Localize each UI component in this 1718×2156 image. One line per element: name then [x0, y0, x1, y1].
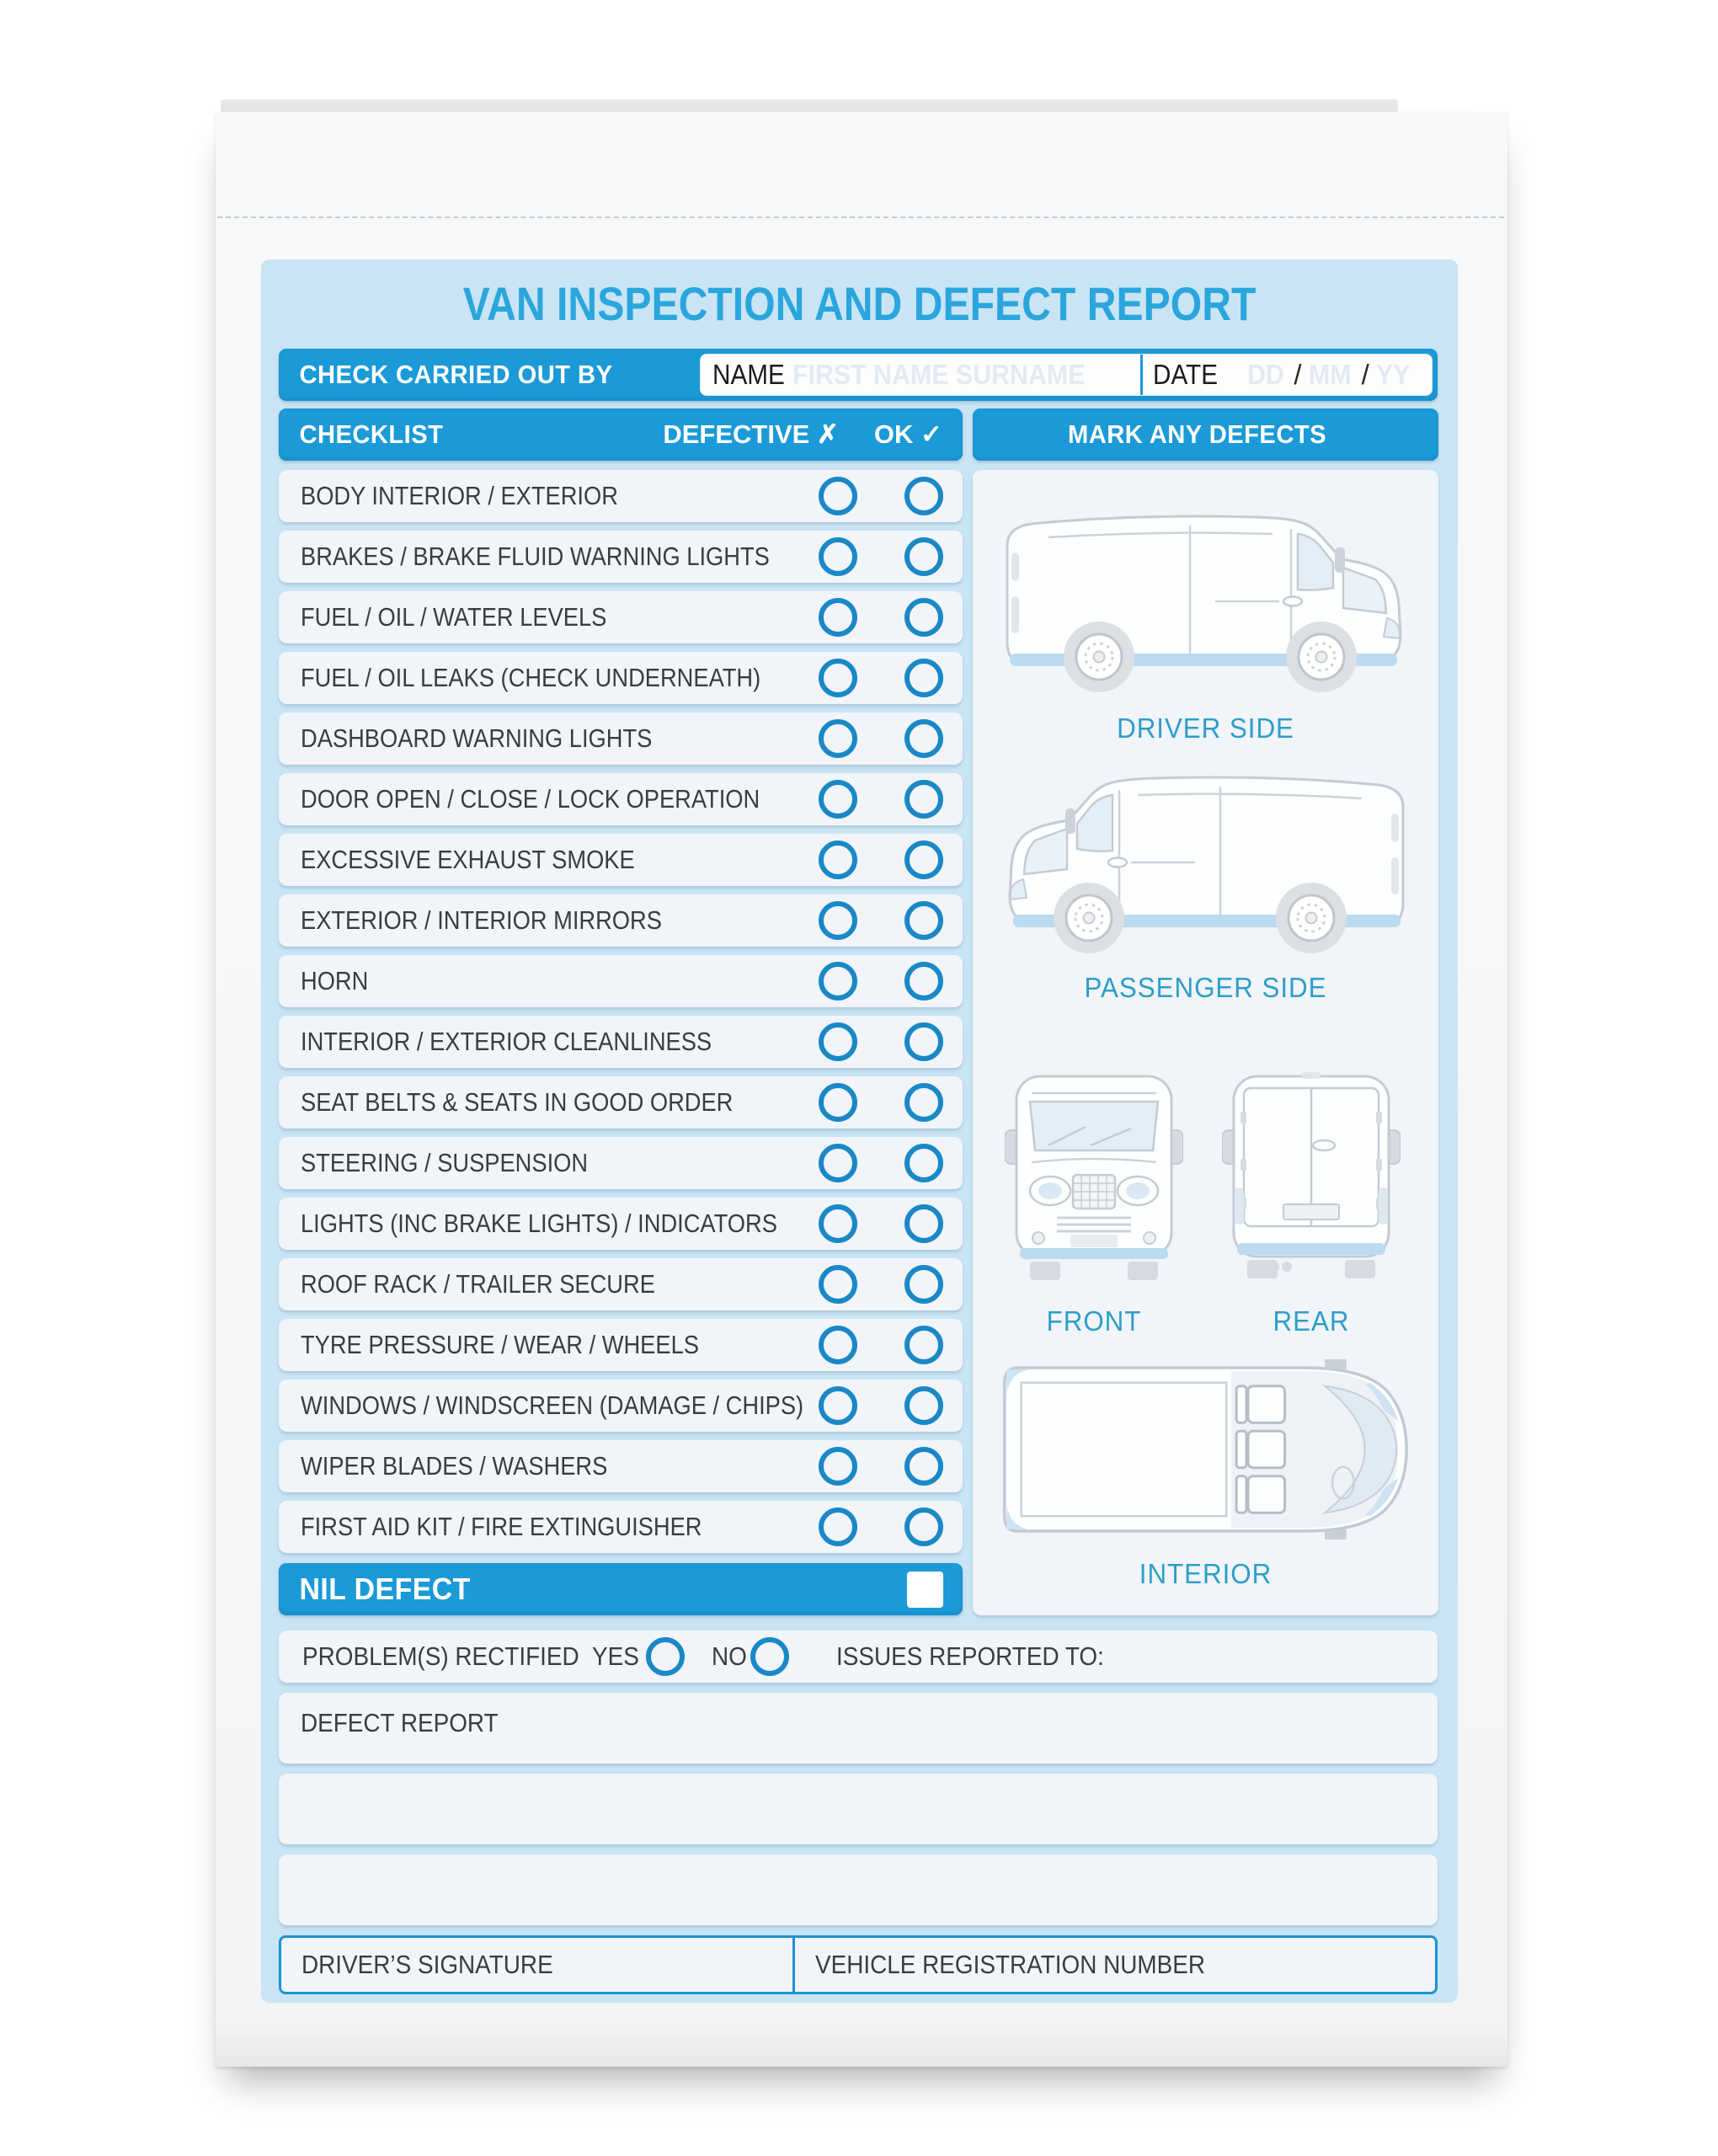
checklist-row	[279, 470, 963, 522]
report-sheet	[216, 112, 1507, 2067]
defective-circle[interactable]	[819, 1022, 857, 1061]
problems-rectified-row	[279, 1630, 1438, 1683]
checklist-item-label: INTERIOR / EXTERIOR CLEANLINESS	[301, 1027, 712, 1056]
nil-defect-label: NIL DEFECT	[299, 1572, 471, 1606]
header-fields	[700, 354, 1433, 396]
passenger-side-label: PASSENGER SIDE	[1084, 972, 1327, 1003]
problems-rectified-label: PROBLEM(S) RECTIFIED	[302, 1641, 579, 1671]
checklist-row	[279, 531, 963, 583]
form-panel	[261, 259, 1458, 2003]
checklist-row	[279, 712, 963, 765]
checklist-item-label: FUEL / OIL LEAKS (CHECK UNDERNEATH)	[301, 663, 761, 692]
date-slash: /	[1361, 359, 1369, 390]
checklist-row	[279, 1380, 963, 1432]
checklist-item-label: LIGHTS (INC BRAKE LIGHTS) / INDICATORS	[301, 1209, 777, 1238]
vehicle-registration-label: VEHICLE REGISTRATION NUMBER	[815, 1950, 1205, 1979]
mark-defects-header-bar	[973, 408, 1438, 461]
defective-circle[interactable]	[819, 962, 857, 1001]
date-mm-placeholder: MM	[1308, 359, 1352, 390]
interior-label: INTERIOR	[1139, 1558, 1272, 1589]
checklist-row	[279, 652, 963, 704]
checklist-item-label: HORN	[301, 966, 369, 995]
defective-circle[interactable]	[819, 1326, 857, 1364]
van-passenger-side-diagram[interactable]	[995, 760, 1416, 970]
checklist-row	[279, 955, 963, 1007]
ok-circle[interactable]	[904, 1265, 943, 1304]
checklist-row	[279, 1137, 963, 1189]
defect-report-line[interactable]	[279, 1774, 1438, 1844]
checklist-header-bar	[279, 408, 963, 461]
issues-reported-label: ISSUES REPORTED TO:	[836, 1641, 1104, 1671]
checklist	[279, 470, 963, 1553]
ok-circle[interactable]	[904, 962, 943, 1001]
checklist-item-label: TYRE PRESSURE / WEAR / WHEELS	[301, 1330, 699, 1359]
checklist-item-label: FIRST AID KIT / FIRE EXTINGUISHER	[301, 1512, 702, 1541]
van-front-diagram[interactable]	[1005, 1065, 1183, 1289]
van-driver-side-diagram[interactable]	[995, 499, 1416, 709]
checklist-row	[279, 1319, 963, 1371]
checklist-item-label: WINDOWS / WINDSCREEN (DAMAGE / CHIPS)	[301, 1390, 804, 1420]
ok-circle[interactable]	[904, 1144, 943, 1182]
driver-signature-label: DRIVER’S SIGNATURE	[301, 1950, 553, 1979]
ok-circle[interactable]	[904, 1326, 943, 1364]
mark-defects-panel	[973, 470, 1438, 1615]
driver-signature-field[interactable]	[281, 1938, 795, 1992]
checklist-row	[279, 834, 963, 886]
checklist-item-label: DASHBOARD WARNING LIGHTS	[301, 723, 653, 753]
ok-circle[interactable]	[904, 537, 943, 576]
name-label: NAME	[712, 359, 785, 390]
signature-row	[279, 1935, 1438, 1994]
date-dd-placeholder: DD	[1246, 359, 1284, 390]
checklist-row	[279, 1258, 963, 1310]
defective-circle[interactable]	[819, 537, 857, 576]
defective-circle[interactable]	[819, 1144, 857, 1182]
no-circle[interactable]	[750, 1637, 789, 1676]
checklist-item-label: EXCESSIVE EXHAUST SMOKE	[301, 845, 635, 874]
ok-circle[interactable]	[904, 1386, 943, 1425]
front-label: FRONT	[1046, 1305, 1142, 1337]
checklist-item-label: ROOF RACK / TRAILER SECURE	[301, 1269, 655, 1299]
checklist-item-label: EXTERIOR / INTERIOR MIRRORS	[301, 905, 662, 935]
page-title: VAN INSPECTION AND DEFECT REPORT	[462, 277, 1256, 330]
ok-circle[interactable]	[904, 901, 943, 940]
checklist-columns	[663, 419, 963, 450]
checklist-row	[279, 1076, 963, 1129]
defective-circle[interactable]	[819, 598, 857, 637]
defective-circle[interactable]	[819, 719, 857, 758]
checklist-row	[279, 1440, 963, 1492]
mark-defects-title: MARK ANY DEFECTS	[1068, 419, 1327, 449]
date-label: DATE	[1153, 359, 1219, 390]
defective-circle[interactable]	[819, 1265, 857, 1304]
defective-circle[interactable]	[819, 1508, 857, 1546]
defect-report-label: DEFECT REPORT	[301, 1708, 499, 1737]
nil-defect-checkbox[interactable]	[907, 1572, 943, 1608]
name-field[interactable]	[701, 355, 1140, 395]
checklist-item-label: BODY INTERIOR / EXTERIOR	[301, 481, 618, 510]
ok-column-label: OK ✓	[873, 419, 942, 449]
date-field[interactable]	[1143, 355, 1432, 395]
defective-circle[interactable]	[819, 841, 857, 879]
checklist-item-label: STEERING / SUSPENSION	[301, 1148, 589, 1177]
date-placeholder	[1225, 359, 1432, 391]
ok-circle[interactable]	[904, 477, 943, 515]
date-slash: /	[1294, 359, 1302, 390]
checklist-item-label: WIPER BLADES / WASHERS	[301, 1451, 608, 1481]
yes-label: YES	[592, 1641, 639, 1671]
check-carried-out-bar	[279, 349, 1438, 401]
checklist-item-label: FUEL / OIL / WATER LEVELS	[301, 602, 607, 632]
driver-side-label: DRIVER SIDE	[1117, 712, 1294, 744]
ok-circle[interactable]	[904, 1083, 943, 1122]
defective-circle[interactable]	[819, 1386, 857, 1425]
defective-circle[interactable]	[819, 780, 857, 819]
van-interior-diagram[interactable]	[993, 1358, 1418, 1541]
defective-circle[interactable]	[819, 1204, 857, 1243]
defective-circle[interactable]	[819, 1083, 857, 1122]
vehicle-registration-field[interactable]	[795, 1938, 1435, 1992]
checklist-row	[279, 1016, 963, 1068]
ok-circle[interactable]	[904, 598, 943, 637]
defective-circle[interactable]	[819, 477, 857, 515]
defective-column-label: DEFECTIVE ✗	[663, 419, 839, 449]
yes-circle[interactable]	[646, 1637, 685, 1676]
ok-circle[interactable]	[904, 1204, 943, 1243]
van-rear-diagram[interactable]	[1222, 1065, 1401, 1289]
defective-circle[interactable]	[819, 1447, 857, 1486]
checklist-row	[279, 894, 963, 947]
no-label: NO	[712, 1641, 747, 1671]
checklist-title: CHECKLIST	[299, 419, 444, 449]
date-yy-placeholder: YY	[1375, 359, 1411, 390]
checklist-item-label: BRAKES / BRAKE FLUID WARNING LIGHTS	[301, 542, 770, 571]
check-carried-out-label: CHECK CARRIED OUT BY	[299, 360, 613, 389]
perforation-line	[217, 216, 1504, 218]
checklist-item-label: DOOR OPEN / CLOSE / LOCK OPERATION	[301, 784, 760, 814]
checklist-row	[279, 1501, 963, 1553]
defect-report-box[interactable]	[279, 1693, 1438, 1764]
ok-circle[interactable]	[904, 719, 943, 758]
ok-circle[interactable]	[904, 1447, 943, 1486]
ok-circle[interactable]	[904, 780, 943, 819]
defect-report-line[interactable]	[279, 1854, 1438, 1925]
ok-circle[interactable]	[904, 1508, 943, 1546]
checklist-row	[279, 773, 963, 825]
checklist-row	[279, 1198, 963, 1250]
name-placeholder: FIRST NAME SURNAME	[792, 359, 1086, 390]
ok-circle[interactable]	[904, 1022, 943, 1061]
checklist-row	[279, 591, 963, 643]
rear-label: REAR	[1272, 1305, 1350, 1337]
defective-circle[interactable]	[819, 659, 857, 697]
checklist-item-label: SEAT BELTS & SEATS IN GOOD ORDER	[301, 1087, 734, 1117]
nil-defect-bar	[279, 1563, 963, 1615]
ok-circle[interactable]	[904, 841, 943, 879]
ok-circle[interactable]	[904, 659, 943, 697]
defective-circle[interactable]	[819, 901, 857, 940]
